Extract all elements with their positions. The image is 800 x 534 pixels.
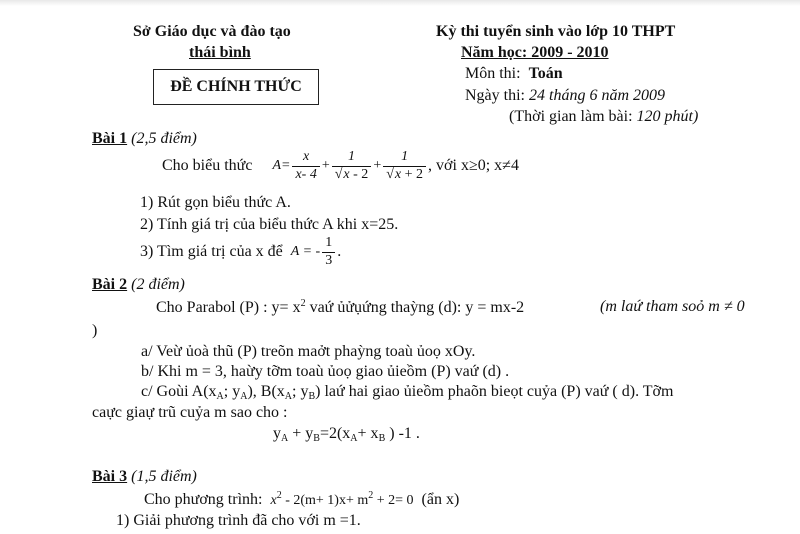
fraction-term-1: $\frac{x}{x- 4}$ <box>292 150 319 182</box>
subject-line <box>465 65 563 83</box>
expression-condition: , với x≥0; x≠4 <box>428 157 519 175</box>
problem-1-heading <box>92 130 197 148</box>
formula-lhs: A= <box>272 158 291 174</box>
exam-title: Kỳ thi tuyển sinh vào lớp 10 THPT <box>436 23 676 40</box>
problem-2-item-c-line2: caực giaự trũ cuỷa m sao cho : <box>92 404 288 421</box>
page-top-edge <box>0 0 800 6</box>
problem-1-title: Bài 1 <box>92 130 128 147</box>
fraction-term-2: $\frac{1}{√x - 2}$ <box>332 150 372 182</box>
official-exam-badge: ĐỀ CHÍNH THỨC <box>153 69 319 105</box>
problem-2-close-paren: ) <box>92 322 98 339</box>
duration-prefix: (Thời gian làm bài: <box>509 108 633 125</box>
date-value: 24 tháng 6 năm 2009 <box>529 87 665 104</box>
problem-1-item-1: 1) Rút gọn biểu thức A. <box>140 194 291 211</box>
problem-3-equation: Cho phương trình: $x^2 - 2(m+ 1)x+ m^2 + 2= 0$ (ẩn x) <box>144 490 460 508</box>
problem-2-item-a: a/ Veừ ủoà thũ (P) treõn maởt phaỳng toaù ủoọ xOy. <box>141 343 476 360</box>
date-label: Ngày thi: <box>465 87 525 104</box>
problem-1-item-2: 2) Tính giá trị của biểu thức A khi x=25. <box>140 216 399 233</box>
fraction-one-third: $\frac{1}{3}$ <box>322 236 335 268</box>
fraction-term-3: $\frac{1}{√x + 2}$ <box>383 150 426 182</box>
org-name: Sở Giáo dục và đào tạo <box>133 23 291 40</box>
problem-2-heading <box>92 276 185 294</box>
problem-3-heading <box>92 468 197 486</box>
org-province: thái bình <box>189 44 251 61</box>
school-year: Năm học: 2009 - 2010 <box>461 44 609 61</box>
duration-line <box>509 108 698 126</box>
problem-2-condition: $y_A + y_B=2(x_A+ x_B$ ) -1 . <box>273 425 420 444</box>
problem-1-points: (2,5 điểm) <box>131 130 197 147</box>
problem-3-points: (1,5 điểm) <box>131 468 197 485</box>
problem-2-intro: Cho Parabol (P) : $y= x^2$ vaứ ủửụứng thaỳng (d): y = mx-2 <box>156 298 525 316</box>
problem-3-title: Bài 3 <box>92 468 128 485</box>
problem-2-points: (2 điểm) <box>131 276 185 293</box>
problem-2-item-c: c/ Goùi $A(x_A$; $y_A$), $B(x_A$; $y_B$) laứ hai giao ủieồm phaõn bieọt cuỷa (P) vaứ ( d). Tỡm <box>141 383 674 402</box>
expression-intro: Cho biểu thức <box>162 157 253 175</box>
problem-2-title: Bài 2 <box>92 276 128 293</box>
problem-3-item-1: 1) Giải phương trình đã cho với m =1. <box>116 512 361 529</box>
exam-date-line <box>465 87 665 105</box>
duration-value: 120 phút) <box>636 108 699 125</box>
problem-1-item-3: 3) Tìm giá trị của x để A = - $\frac{1}{3}$ . <box>140 235 342 268</box>
subject-label: Môn thi: <box>465 65 521 82</box>
subject-value: Toán <box>528 65 563 82</box>
problem-2-parameter-note: (m laứ tham soỏ m ≠ 0 <box>600 298 745 315</box>
problem-1-expression: Cho biểu thức A= $\frac{x}{x- 4}$ + $\frac{1}{√x - 2}$ + $\frac{1}{√x + 2}$ , với x≥0; x≠4 <box>162 149 519 182</box>
problem-2-item-b: b/ Khi m = 3, haừy tỡm toaù ủoọ giao ủieồm (P) vaứ (d) . <box>141 363 510 380</box>
